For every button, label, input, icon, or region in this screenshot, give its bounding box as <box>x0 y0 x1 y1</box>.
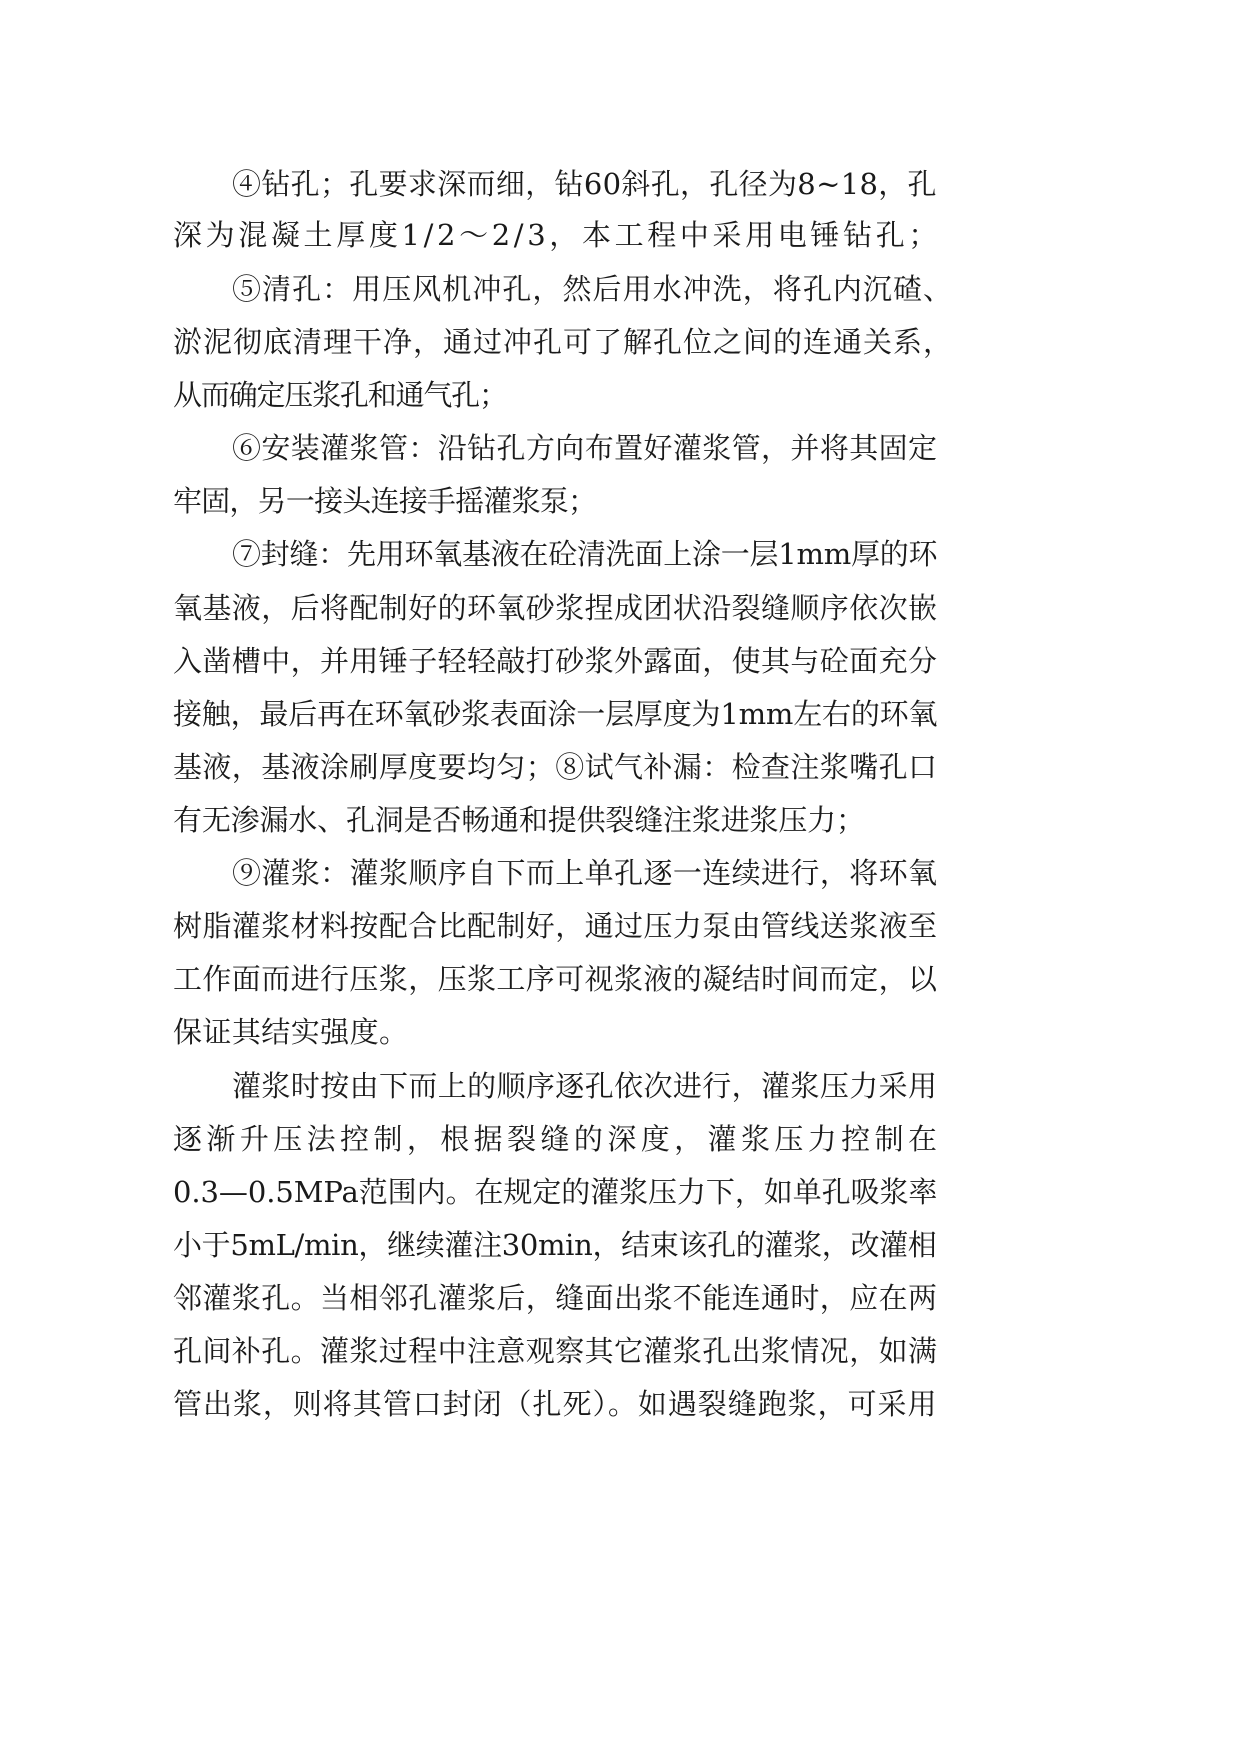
text-line: 树脂灌浆材料按配合比配制好，通过压力泵由管线送浆液至 <box>173 909 938 943</box>
text-line: 深为混凝土厚度1/2～2/3，本工程中采用电锤钻孔； <box>173 218 941 252</box>
text-line: ⑨灌浆：灌浆顺序自下而上单孔逐一连续进行，将环氧 <box>232 856 938 890</box>
text-line: 氧基液，后将配制好的环氧砂浆捏成团状沿裂缝顺序依次嵌 <box>173 591 938 625</box>
text-line: 管出浆，则将其管口封闭（扎死）。如遇裂缝跑浆，可采用 <box>173 1387 938 1421</box>
text-line: ⑦封缝：先用环氧基液在砼清洗面上涂一层1mm厚的环 <box>232 537 938 571</box>
text-line: 孔间补孔。灌浆过程中注意观察其它灌浆孔出浆情况，如满 <box>173 1334 938 1368</box>
text-line: 邻灌浆孔。当相邻孔灌浆后，缝面出浆不能连通时，应在两 <box>173 1281 938 1315</box>
text-line: 淤泥彻底清理干净，通过冲孔可了解孔位之间的连通关系， <box>173 325 954 359</box>
text-line: ④钻孔；孔要求深而细，钻60斜孔，孔径为8~18，孔 <box>232 167 937 201</box>
text-line: 入凿槽中，并用锤子轻轻敲打砂浆外露面，使其与砼面充分 <box>173 644 938 678</box>
text-line: 灌浆时按由下而上的顺序逐孔依次进行，灌浆压力采用 <box>232 1069 938 1103</box>
text-line: ⑤清孔：用压风机冲孔，然后用水冲洗，将孔内沉碴、 <box>232 272 954 306</box>
text-line: 有无渗漏水、孔洞是否畅通和提供裂缝注浆进浆压力； <box>173 803 865 837</box>
text-line: 从而确定压浆孔和通气孔； <box>173 378 507 412</box>
text-line: 保证其结实强度。 <box>173 1015 409 1049</box>
text-line: 工作面而进行压浆，压浆工序可视浆液的凝结时间而定，以 <box>173 962 938 996</box>
text-line: 接触，最后再在环氧砂浆表面涂一层厚度为1mm左右的环氧 <box>173 697 938 731</box>
text-line: 逐渐升压法控制，根据裂缝的深度，灌浆压力控制在 <box>173 1122 942 1156</box>
text-line: 基液，基液涂刷厚度要均匀；⑧试气补漏：检查注浆嘴孔口 <box>173 750 938 784</box>
text-line: 小于5mL/min，继续灌注30min，结束该孔的灌浆，改灌相 <box>173 1228 937 1262</box>
text-line: 0.3—0.5MPa范围内。在规定的灌浆压力下，如单孔吸浆率 <box>173 1175 938 1209</box>
text-line: ⑥安装灌浆管：沿钻孔方向布置好灌浆管，并将其固定 <box>232 431 938 465</box>
text-line: 牢固，另一接头连接手摇灌浆泵； <box>173 484 597 518</box>
